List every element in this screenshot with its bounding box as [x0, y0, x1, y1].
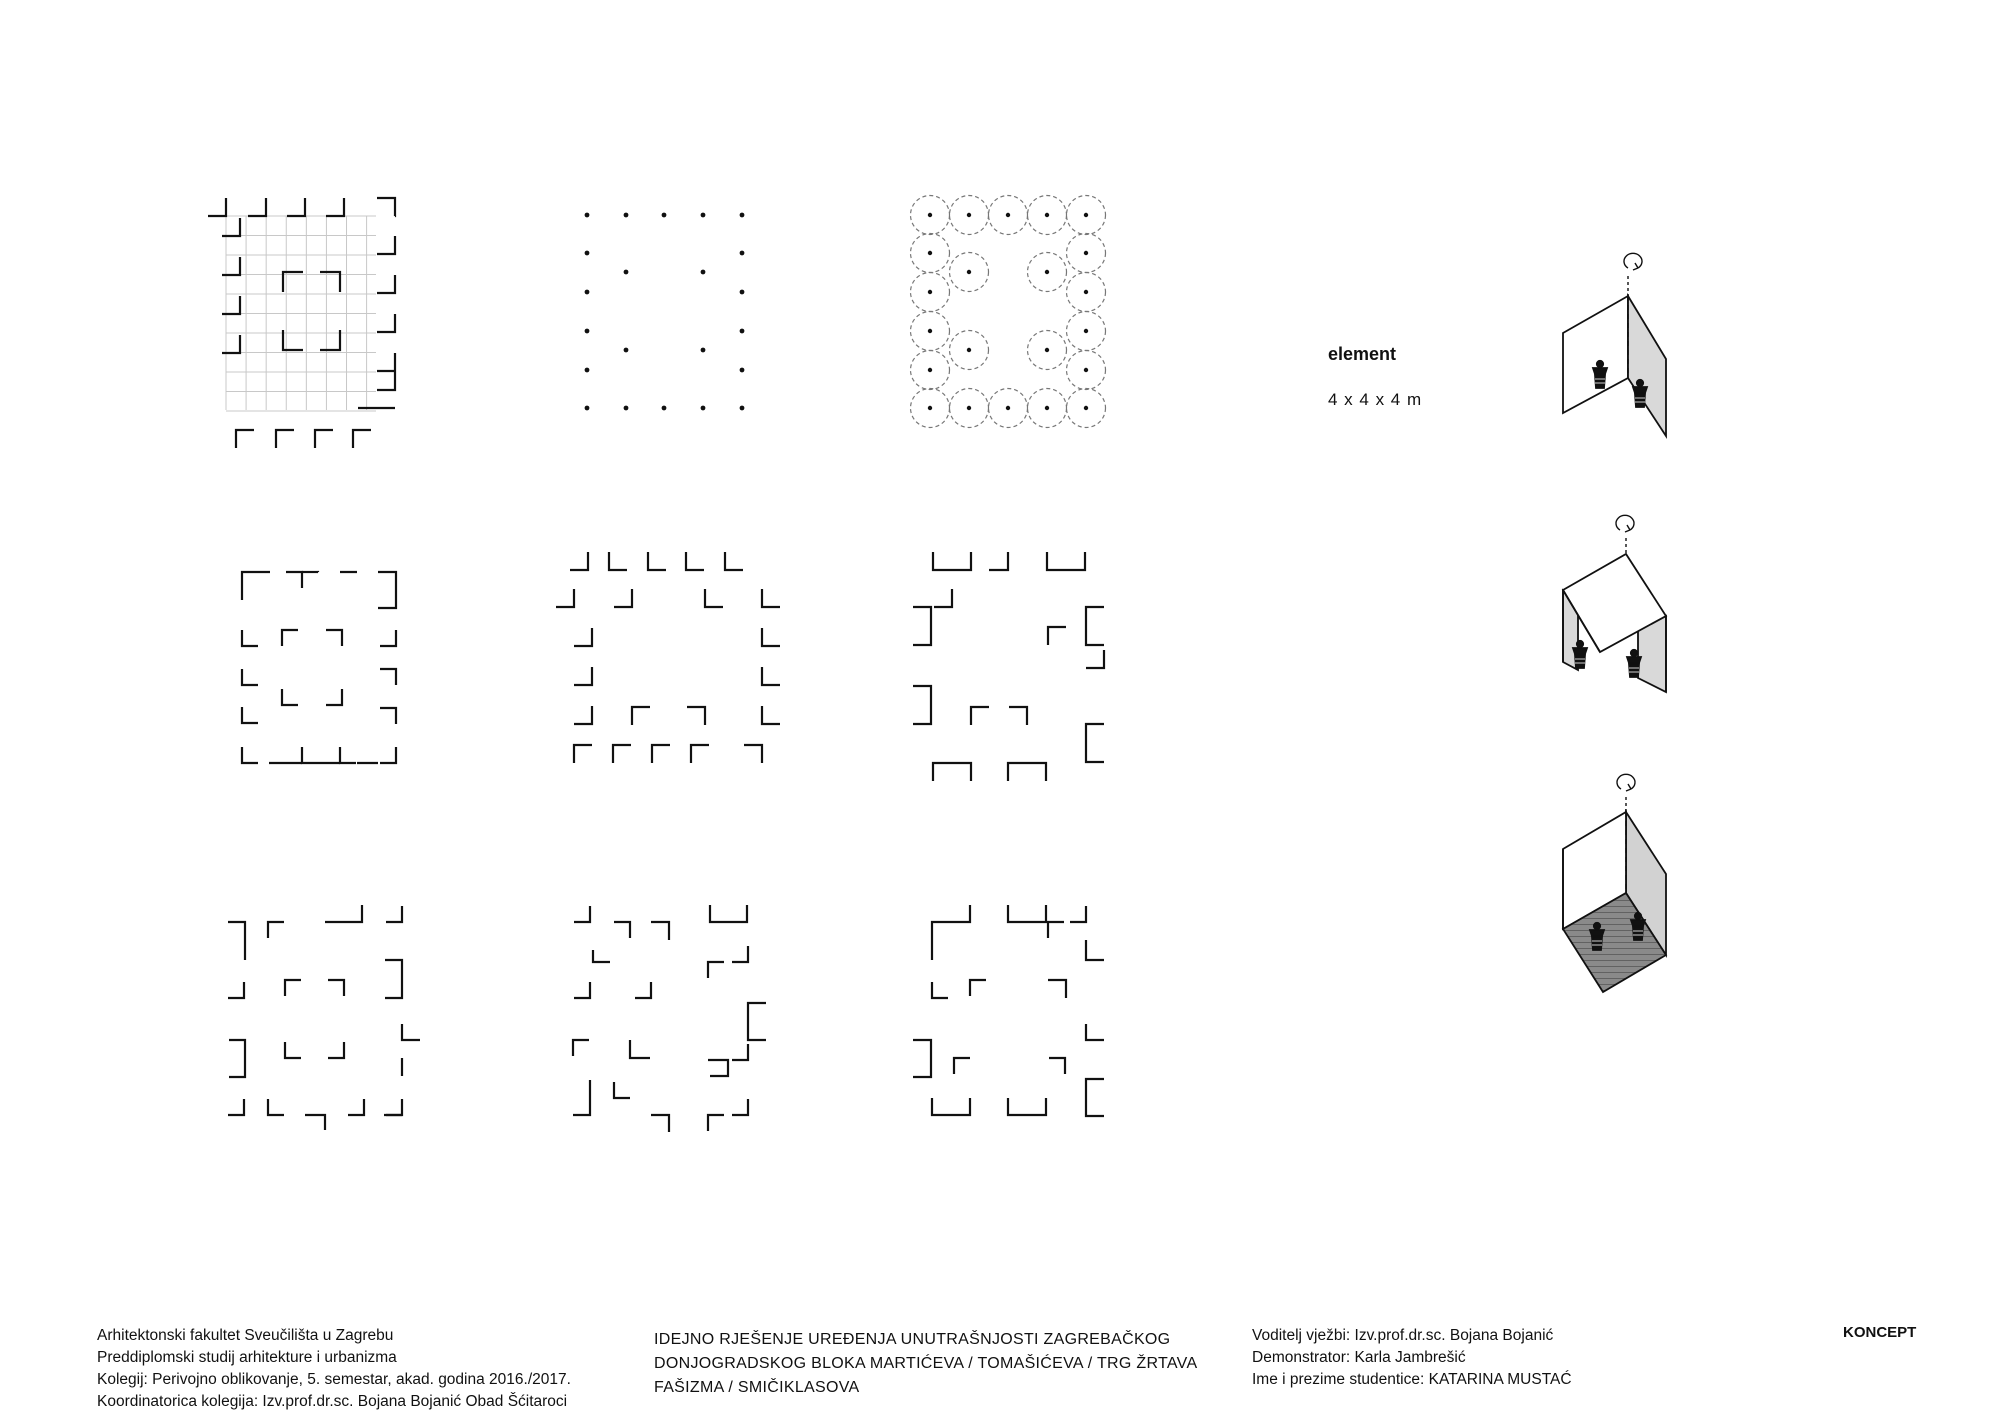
wall-element — [222, 257, 240, 275]
anchor-point — [967, 213, 971, 217]
u-wall-element — [913, 607, 931, 645]
wall-element — [732, 946, 748, 962]
wall-element — [228, 922, 245, 960]
wall-element — [725, 552, 743, 570]
wall-element — [242, 630, 258, 646]
anchor-point — [740, 213, 745, 218]
wall-element — [574, 667, 592, 685]
wall-element — [386, 1099, 402, 1115]
wall-element — [377, 198, 395, 216]
wall-element — [708, 1115, 724, 1131]
wall-element — [305, 1115, 325, 1130]
wall-element — [732, 1099, 748, 1115]
footer-people-line: Demonstrator: Karla Jambrešić — [1252, 1349, 1466, 1366]
anchor-point — [740, 329, 745, 334]
wall-element — [574, 745, 592, 763]
anchor-point — [585, 329, 590, 334]
wall-element — [222, 218, 240, 236]
wall-element — [687, 707, 705, 725]
footer-institution-line: Arhitektonski fakultet Sveučilišta u Zagrebu — [97, 1327, 394, 1344]
wall-element — [613, 745, 631, 763]
anchor-point — [928, 406, 932, 410]
wall-element — [377, 372, 395, 390]
anchor-point — [701, 348, 706, 353]
anchor-point — [928, 213, 932, 217]
wall-element — [326, 630, 342, 646]
footer-project-line: DONJOGRADSKOG BLOKA MARTIĆEVA / TOMAŠIĆEVA / TRG ŽRTAVA — [654, 1355, 1198, 1372]
variation-panel-5 — [573, 905, 766, 1132]
wall-element — [353, 430, 371, 448]
grid-layout-panel — [208, 198, 395, 448]
element-title: element — [1328, 344, 1397, 364]
wall-element — [340, 747, 356, 763]
wall-element — [762, 667, 780, 685]
element-isometric-walls — [1563, 253, 1666, 436]
wall-element — [268, 922, 284, 938]
wall-element — [377, 353, 395, 371]
wall-element — [970, 980, 986, 996]
anchor-point — [662, 406, 667, 411]
u-wall-element — [748, 1003, 766, 1040]
wall-element — [1070, 906, 1086, 922]
wall-element — [954, 1058, 970, 1074]
footer-institution-line: Preddiplomski studij arhitekture i urbanizma — [97, 1349, 397, 1366]
wall-element — [287, 198, 305, 216]
wall-element — [708, 962, 724, 978]
wall-element — [386, 906, 402, 922]
u-wall-element — [932, 1098, 970, 1115]
wall-element — [228, 982, 244, 998]
wall-element — [285, 980, 301, 996]
wall-element — [932, 982, 948, 998]
u-wall-element — [229, 1040, 245, 1077]
footer-institution-line: Koordinatorica kolegija: Izv.prof.dr.sc. Bojana Bojanić Obad Šćitaroci — [97, 1393, 568, 1410]
point-layout-panel — [585, 213, 745, 411]
element-dimensions: 4 x 4 x 4 m — [1328, 390, 1423, 409]
anchor-point — [1084, 251, 1088, 255]
wall-element — [328, 1042, 344, 1058]
u-wall-element — [1086, 1079, 1104, 1116]
anchor-point — [740, 406, 745, 411]
wall-element — [573, 1080, 590, 1115]
wall-element — [348, 1099, 364, 1115]
anchor-point — [928, 290, 932, 294]
wall-element — [380, 708, 396, 724]
wall-element — [1049, 1058, 1065, 1074]
wall-element — [222, 335, 240, 353]
variation-panel-2 — [556, 552, 780, 763]
wall-element — [630, 1040, 650, 1058]
wall-element — [573, 1040, 589, 1056]
variation-panel-3 — [913, 552, 1104, 781]
anchor-point — [585, 406, 590, 411]
wall-element — [635, 982, 651, 998]
u-wall-element — [710, 905, 747, 922]
wall-element — [1048, 627, 1066, 645]
wall-element — [326, 689, 342, 705]
footer-project-line: IDEJNO RJEŠENJE UREĐENJA UNUTRAŠNJOSTI ZAGREBAČKOG — [654, 1331, 1171, 1348]
wall-element — [208, 198, 226, 216]
anchor-point — [967, 348, 971, 352]
anchor-point — [1006, 406, 1010, 410]
u-wall-element — [385, 960, 402, 998]
u-wall-element — [1047, 552, 1085, 570]
anchor-point — [1084, 329, 1088, 333]
u-wall-element — [1008, 905, 1046, 922]
anchor-point — [624, 406, 629, 411]
variation-panel-6 — [913, 905, 1104, 1116]
wall-element — [762, 628, 780, 646]
anchor-point — [624, 270, 629, 275]
wall-element — [377, 236, 395, 254]
rotation-arrow-icon — [1617, 774, 1635, 791]
footer-institution-line: Kolegij: Perivojno oblikovanje, 5. semestar, akad. godina 2016./2017. — [97, 1371, 571, 1388]
wall-element — [1048, 922, 1064, 938]
anchor-point — [662, 213, 667, 218]
anchor-point — [740, 368, 745, 373]
wall-element — [705, 589, 723, 607]
wall-element — [1086, 650, 1104, 668]
u-wall-element — [1086, 724, 1104, 762]
wall-element — [326, 198, 344, 216]
wall-element — [574, 628, 592, 646]
anchor-point — [928, 329, 932, 333]
anchor-point — [1084, 290, 1088, 294]
wall-element — [222, 296, 240, 314]
wall-element — [570, 552, 588, 570]
wall-element — [242, 572, 270, 600]
anchor-point — [701, 213, 706, 218]
wall-element — [325, 905, 362, 922]
wall-element — [691, 745, 709, 763]
u-wall-element — [378, 572, 396, 608]
wall-element — [732, 1044, 748, 1060]
wall-element — [614, 589, 632, 607]
u-wall-element — [913, 686, 931, 724]
anchor-point — [585, 213, 590, 218]
wall-element — [377, 314, 395, 332]
rotation-arrow-icon — [1624, 253, 1642, 270]
wall-element — [989, 552, 1008, 570]
wall-element — [380, 630, 396, 646]
anchor-point — [701, 406, 706, 411]
u-wall-element — [933, 763, 971, 781]
footer-people-line: Voditelj vježbi: Izv.prof.dr.sc. Bojana Bojanić — [1252, 1327, 1554, 1344]
wall-element — [574, 982, 590, 998]
element-isometric-cube — [1563, 774, 1666, 992]
anchor-point — [1045, 213, 1049, 217]
anchor-point — [967, 406, 971, 410]
footer-people — [1252, 1325, 1572, 1391]
u-wall-element — [242, 745, 396, 763]
sheet-label: KONCEPT — [1843, 1324, 1917, 1341]
anchor-point — [624, 348, 629, 353]
wall-element — [285, 1042, 301, 1058]
wall-element — [315, 430, 333, 448]
wall-element — [282, 689, 298, 705]
wall-element — [648, 552, 666, 570]
wall-element — [248, 198, 266, 216]
anchor-point — [1045, 270, 1049, 274]
anchor-point — [928, 368, 932, 372]
wall-element — [1048, 980, 1066, 998]
variation-panel-4 — [228, 905, 420, 1130]
wall-element — [242, 747, 258, 763]
wall-element — [556, 589, 574, 607]
wall-element — [744, 745, 762, 763]
anchor-point — [585, 290, 590, 295]
wall-element — [652, 745, 670, 763]
anchor-point — [740, 290, 745, 295]
footer-project-title — [654, 1328, 1197, 1400]
wall-element — [377, 275, 395, 293]
wall-element — [402, 1024, 420, 1040]
rotation-arrow-icon — [1616, 515, 1634, 532]
u-wall-element — [913, 1040, 931, 1077]
u-wall-element — [1086, 607, 1104, 645]
wall-element — [1009, 707, 1027, 725]
wall-element — [380, 669, 396, 685]
wall-element — [282, 630, 298, 646]
wall-element — [708, 1060, 728, 1076]
anchor-point — [585, 368, 590, 373]
footer-institution — [97, 1325, 571, 1413]
u-wall-element — [933, 552, 971, 570]
u-wall-element — [1008, 1098, 1046, 1115]
anchor-point — [585, 251, 590, 256]
anchor-point — [1045, 406, 1049, 410]
wall-element — [762, 589, 780, 607]
element-isometric-roof — [1563, 515, 1666, 692]
anchor-point — [1084, 406, 1088, 410]
wall-element — [686, 552, 704, 570]
wall-element — [574, 706, 592, 724]
wall-element — [651, 922, 669, 940]
wall-element — [971, 707, 989, 725]
anchor-point — [1045, 348, 1049, 352]
wall-element — [328, 980, 344, 996]
wall-element — [614, 922, 630, 938]
footer-project-line: FAŠIZMA / SMIČIKLASOVA — [654, 1379, 860, 1396]
wall-element — [574, 906, 590, 922]
anchor-point — [1006, 213, 1010, 217]
u-wall-element — [1008, 763, 1046, 781]
rotation-radius-panel — [911, 196, 1106, 428]
wall-element — [614, 1082, 630, 1098]
wall-element — [242, 707, 258, 723]
u-wall-element — [932, 905, 970, 960]
wall-element — [302, 747, 318, 763]
anchor-point — [1084, 213, 1088, 217]
anchor-point — [624, 213, 629, 218]
anchor-point — [967, 270, 971, 274]
wall-element — [609, 552, 627, 570]
wall-element — [236, 430, 254, 448]
wall-element — [1086, 940, 1104, 960]
variation-panel-1 — [242, 572, 396, 763]
wall-element — [380, 747, 396, 763]
anchor-point — [1084, 368, 1088, 372]
wall-element — [268, 1099, 284, 1115]
wall-element — [242, 669, 258, 685]
wall-element — [228, 1099, 244, 1115]
anchor-point — [740, 251, 745, 256]
footer-people-line: Ime i prezime studentice: KATARINA MUSTAĆ — [1252, 1371, 1572, 1388]
wall-element — [632, 707, 650, 725]
anchor-point — [701, 270, 706, 275]
wall-element — [651, 1115, 669, 1132]
wall-element — [762, 706, 780, 724]
wall-element — [934, 589, 952, 607]
wall-element — [593, 950, 610, 962]
wall-element — [286, 572, 302, 588]
wall-element — [276, 430, 294, 448]
anchor-point — [928, 251, 932, 255]
